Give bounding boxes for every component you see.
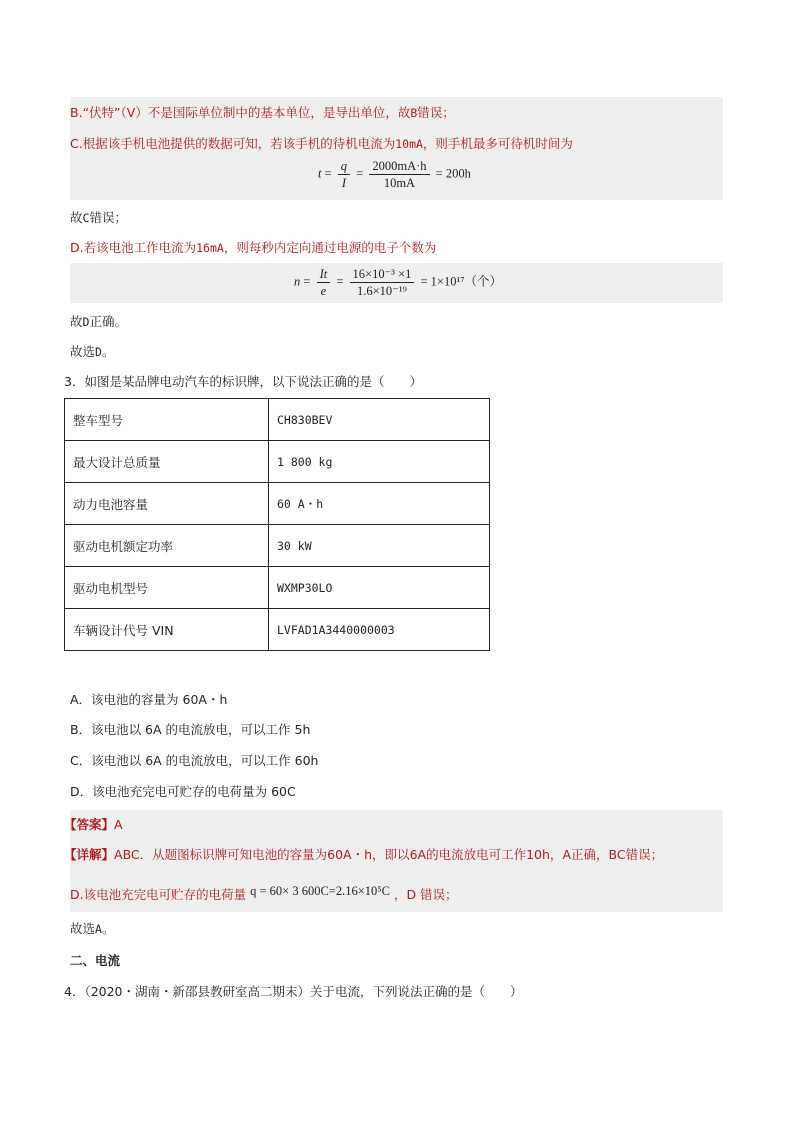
option-d-explanation: D.若该电池工作电流为16mA，则每秒内定向通过电源的电子个数为 (70, 240, 437, 255)
choice-c: C．该电池以 6A 的电流放电，可以工作 60h (70, 753, 319, 768)
fraction-values: $\frac{2000mA\cdot h}{10mA}$ (369, 158, 429, 191)
detail-line: 【详解】ABC．从题图标识牌可知电池的容量为60A・h，即以6A的电流放电可工作10h，A正确，BC错误； (64, 847, 664, 862)
fraction-it-over-e: $\frac{It}{e}$ (317, 266, 331, 299)
formula-standby-time: t = $\frac{q}{I}$ = $\frac{2000mA\cdot h}{10mA}$ = 200h (318, 159, 471, 190)
table-row: 整车型号 CH830BEV (65, 399, 490, 441)
conclusion-d: 故D正确。 (70, 314, 127, 329)
final-selection-1: 故选D。 (70, 344, 115, 359)
table-row: 动力电池容量 60 A・h (65, 483, 490, 525)
charge-formula: q = 60× 3 600C=2.16×10⁵C (250, 884, 390, 898)
formula-electron-count: n = $\frac{It}{e}$ = $\frac{\text{16×10⁻³ ×1}}{\text{1.6×10⁻¹⁹}}$ = 1×10¹⁷（个） (294, 267, 503, 298)
choice-a: A．该电池的容量为 60A・h (70, 692, 228, 707)
answer-line: 【答案】A (64, 817, 123, 832)
table-row: 驱动电机型号 WXMP30LO (65, 567, 490, 609)
table-row: 驱动电机额定功率 30 kW (65, 525, 490, 567)
option-c-explanation: C.根据该手机电池提供的数据可知，若该手机的待机电流为10mA，则手机最多可待机时间为 (70, 136, 573, 151)
choice-b: B．该电池以 6A 的电流放电，可以工作 5h (70, 722, 311, 737)
final-selection-2: 故选A。 (70, 921, 115, 936)
choice-d: D．该电池充完电可贮存的电荷量为 60C (70, 784, 296, 799)
detail-d-line: D.该电池充完电可贮存的电荷量 q = 60× 3 600C=2.16×10⁵C ，D 错误； (70, 884, 458, 902)
question-4: 4．（2020・湖南・新邵县教研室高二期末）关于电流，下列说法正确的是（ ） (64, 984, 523, 999)
section-heading-current: 二、电流 (70, 953, 121, 968)
conclusion-c: 故C错误； (70, 210, 127, 225)
table-row: 车辆设计代号 VIN LVFAD1A3440000003 (65, 609, 490, 651)
fraction-electron-values: $\frac{\text{16×10⁻³ ×1}}{\text{1.6×10⁻¹⁹}}$ (350, 266, 415, 299)
fraction-q-over-i: $\frac{q}{I}$ (338, 158, 350, 191)
question-3: 3．如图是某品牌电动汽车的标识牌，以下说法正确的是（ ） (64, 374, 422, 389)
option-b-explanation: B.“伏特”（V）不是国际单位制中的基本单位，是导出单位，故B错误； (70, 105, 455, 120)
vehicle-spec-table (64, 398, 490, 651)
table-row: 最大设计总质量 1 800 kg (65, 441, 490, 483)
